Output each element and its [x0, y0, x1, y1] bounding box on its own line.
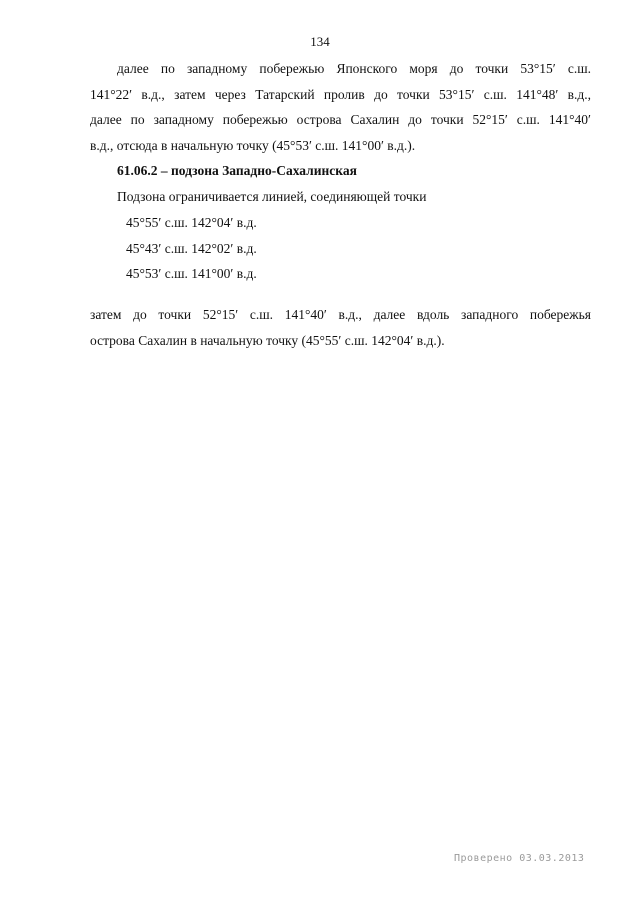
paragraph1-line-4: в.д., отсюда в начальную точку (45°53′ с.ш. 141°00′ в.д.). — [90, 138, 416, 153]
section-heading: 61.06.2 – подзона Западно-Сахалинская — [117, 163, 357, 178]
verification-stamp: Проверено 03.03.2013 — [454, 853, 585, 864]
paragraph1-line-2: 141°22′ в.д., затем через Татарский пролив до точки 53°15′ с.ш. 141°48′ в.д., — [90, 87, 591, 102]
paragraph2-line-2: острова Сахалин в начальную точку (45°55′ с.ш. 142°04′ в.д.). — [90, 333, 445, 348]
page-number: 134 — [310, 34, 330, 49]
point-2: 45°43′ с.ш. 142°02′ в.д. — [126, 241, 257, 256]
paragraph1-line-3: далее по западному побережью острова Сахалин до точки 52°15′ с.ш. 141°40′ — [90, 112, 591, 127]
paragraph2-line-1: затем до точки 52°15′ с.ш. 141°40′ в.д., далее вдоль западного побережья — [90, 307, 591, 322]
intro-text: Подзона ограничивается линией, соединяющей точки — [117, 189, 427, 204]
point-1: 45°55′ с.ш. 142°04′ в.д. — [126, 215, 257, 230]
paragraph1-line-1: далее по западному побережью Японского моря до точки 53°15′ с.ш. — [117, 61, 591, 76]
point-3: 45°53′ с.ш. 141°00′ в.д. — [126, 266, 257, 281]
